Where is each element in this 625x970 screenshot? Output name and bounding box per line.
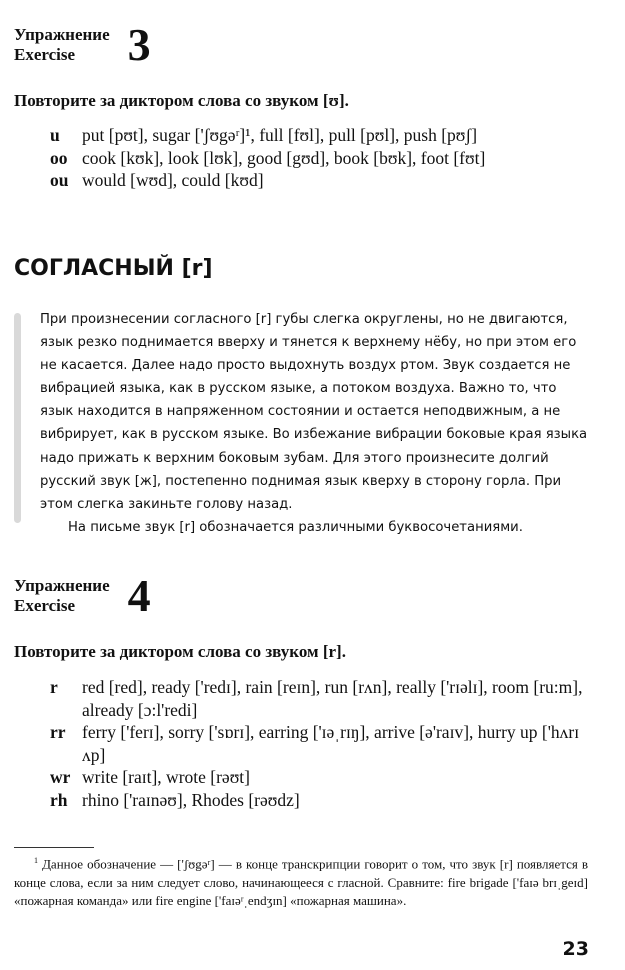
exercise-label-en: Exercise [14, 596, 76, 615]
letter-combination: wr [50, 767, 71, 787]
info-paragraph: При произнесении согласного [r] губы слегка округлены, но не двигаются, язык резко поднимается вверху и тянется к верхнему нёбу, но при этом его не касается. Далее надо просто выдохнуть воздух ртом. Звук создается не вибрацией языка, как в русском языке, а потоком воздуха. Важно то, что язык находится в напряженном состоянии и остается неподвижным, а не вибрирует, как в русском языке. Во избежание вибрации боковые края языка надо прижать к верхним боковым зубам. Для этого произнесите долгий русский звук [ж], постепенно поднимая язык кверху в сторону горла. При этом слегка закиньте голову назад. [40, 312, 588, 512]
exercise-3-label [14, 25, 110, 65]
word-examples: rhino ['raɪnəʊ], Rhodes [rəʊdz] [82, 789, 300, 810]
word-examples: red [red], ready ['redɪ], rain [reɪn], run [rʌn], really ['rɪəlɪ], room [ru:m], already [ɔ:l'redi] [82, 677, 583, 720]
exercise-4-label [14, 576, 110, 616]
word-examples: cook [kʊk], look [lʊk], good [gʊd], book [bʊk], foot [fʊt] [82, 147, 486, 168]
exercise-number: 4 [127, 570, 151, 621]
word-row [50, 147, 593, 170]
letter-combination: oo [50, 147, 68, 168]
word-examples: ferry ['ferɪ], sorry ['sɒrɪ], earring ['ɪəˌrɪŋ], arrive [ə'raɪv], hurry up ['hʌrɪ ʌp] [82, 722, 580, 765]
exercise-3-header [14, 19, 151, 70]
footnote-marker: 1 [34, 856, 38, 865]
word-row [50, 169, 593, 192]
footnote [14, 852, 588, 911]
exercise-label-ru: Упражнение [14, 576, 110, 595]
exercise-3-instruction: Повторите за диктором слова со звуком [ʊ]. [14, 91, 349, 110]
word-row [50, 789, 593, 812]
exercise-label-ru: Упражнение [14, 25, 110, 44]
info-block [40, 308, 589, 539]
letter-combination: r [50, 677, 58, 697]
exercise-4-word-list [50, 676, 593, 811]
footnote-text: Данное обозначение — ['ʃʊgəʳ] — в конце транскрипции говорит о том, что звук [r] появляется в конце слова, если за ним следует слово, начинающееся с гласной. Сравните: fire brigade ['faɪə brɪˌgeɪd] «пожарная команда» или fire engine ['faɪəʳˌendʒɪn] «пожарная машина». [14, 856, 589, 909]
word-examples: would [wʊd], could [kʊd] [82, 170, 264, 190]
letter-combination: rh [50, 789, 68, 810]
exercise-4-instruction: Повторите за диктором слова со звуком [r]. [14, 642, 346, 661]
letter-combination: rr [50, 722, 66, 742]
page-number: 23 [562, 938, 589, 960]
letter-combination: u [50, 125, 60, 145]
exercise-3-word-list [50, 124, 593, 192]
word-row [50, 721, 593, 766]
letter-combination: ou [50, 170, 69, 190]
footnote-divider [14, 847, 94, 848]
word-examples: write [raɪt], wrote [rəʊt] [82, 767, 250, 787]
word-row [50, 676, 593, 721]
exercise-number: 3 [127, 19, 151, 70]
exercise-4-header [14, 570, 151, 621]
info-paragraph: На письме звук [r] обозначается различными буквосочетаниями. [68, 519, 523, 535]
section-title: СОГЛАСНЫЙ [r] [14, 256, 213, 281]
exercise-label-en: Exercise [14, 45, 76, 64]
word-row [50, 766, 593, 789]
word-row [50, 124, 593, 147]
word-examples: put [pʊt], sugar ['ʃʊgəʳ]¹, full [fʊl], pull [pʊl], push [pʊʃ] [82, 125, 478, 145]
sidebar-accent-bar [14, 313, 21, 523]
